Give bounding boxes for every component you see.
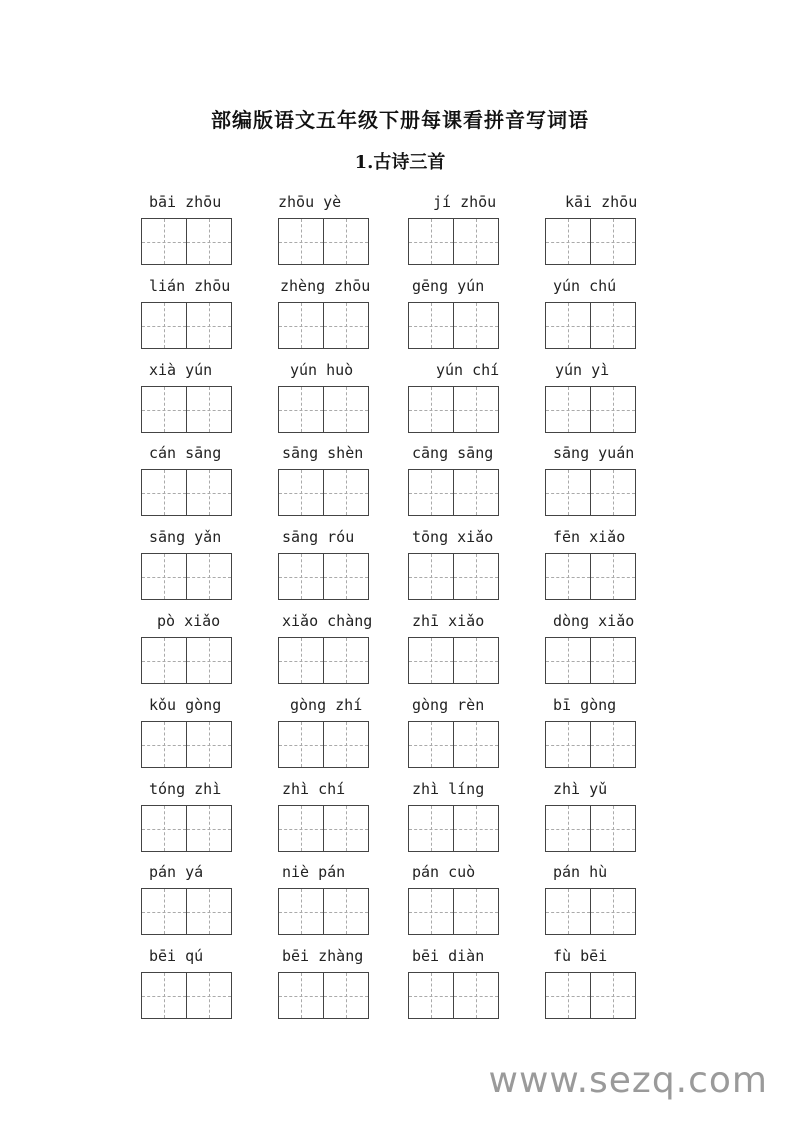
tian-zi-ge-box[interactable] xyxy=(591,889,636,934)
tian-zi-ge-box[interactable] xyxy=(142,470,187,515)
pinyin-label: bī gòng xyxy=(553,696,617,714)
writing-boxes[interactable] xyxy=(545,721,636,768)
tian-zi-ge-box[interactable] xyxy=(454,387,499,432)
writing-boxes[interactable] xyxy=(278,302,369,349)
tian-zi-ge-box[interactable] xyxy=(409,806,454,851)
tian-zi-ge-box[interactable] xyxy=(454,889,499,934)
watermark: www.sezq.com xyxy=(488,1060,768,1101)
tian-zi-ge-box[interactable] xyxy=(546,387,591,432)
tian-zi-ge-box[interactable] xyxy=(142,303,187,348)
pinyin-label: gēng yún xyxy=(412,277,485,295)
writing-boxes[interactable] xyxy=(545,469,636,516)
tian-zi-ge-box[interactable] xyxy=(187,889,232,934)
tian-zi-ge-box[interactable] xyxy=(409,638,454,683)
tian-zi-ge-box[interactable] xyxy=(279,303,324,348)
pinyin-label: gòng rèn xyxy=(412,696,485,714)
pinyin-label: bāi zhōu xyxy=(149,193,222,211)
tian-zi-ge-box[interactable] xyxy=(591,470,636,515)
writing-boxes[interactable] xyxy=(545,888,636,935)
pinyin-label: bēi qú xyxy=(149,947,204,965)
writing-boxes[interactable] xyxy=(278,218,369,265)
pinyin-label: fēn xiǎo xyxy=(553,528,626,546)
tian-zi-ge-box[interactable] xyxy=(324,470,369,515)
writing-boxes[interactable] xyxy=(278,805,369,852)
pinyin-label: sāng yǎn xyxy=(149,528,222,546)
tian-zi-ge-box[interactable] xyxy=(324,219,369,264)
tian-zi-ge-box[interactable] xyxy=(142,219,187,264)
pinyin-label: dòng xiǎo xyxy=(553,612,635,630)
pinyin-label: pán cuò xyxy=(412,863,476,881)
pinyin-label: tóng zhì xyxy=(149,780,222,798)
tian-zi-ge-box[interactable] xyxy=(187,554,232,599)
pinyin-label: sāng yuán xyxy=(553,444,635,462)
tian-zi-ge-box[interactable] xyxy=(279,554,324,599)
pinyin-label: zhōu yè xyxy=(278,193,342,211)
writing-boxes[interactable] xyxy=(408,218,499,265)
tian-zi-ge-box[interactable] xyxy=(187,638,232,683)
writing-boxes[interactable] xyxy=(545,972,636,1019)
pinyin-label: bēi zhàng xyxy=(282,947,364,965)
pinyin-label: bēi diàn xyxy=(412,947,485,965)
tian-zi-ge-box[interactable] xyxy=(591,806,636,851)
pinyin-label: jí zhōu xyxy=(433,193,497,211)
writing-boxes[interactable] xyxy=(545,637,636,684)
tian-zi-ge-box[interactable] xyxy=(142,554,187,599)
writing-boxes[interactable] xyxy=(408,553,499,600)
tian-zi-ge-box[interactable] xyxy=(409,722,454,767)
tian-zi-ge-box[interactable] xyxy=(279,387,324,432)
tian-zi-ge-box[interactable] xyxy=(454,219,499,264)
writing-boxes[interactable] xyxy=(141,553,232,600)
writing-boxes[interactable] xyxy=(408,302,499,349)
tian-zi-ge-box[interactable] xyxy=(454,303,499,348)
pinyin-label: zhì yǔ xyxy=(553,780,608,798)
tian-zi-ge-box[interactable] xyxy=(187,806,232,851)
tian-zi-ge-box[interactable] xyxy=(324,638,369,683)
writing-boxes[interactable] xyxy=(278,888,369,935)
writing-boxes[interactable] xyxy=(545,386,636,433)
writing-boxes[interactable] xyxy=(545,805,636,852)
writing-boxes[interactable] xyxy=(408,972,499,1019)
pinyin-label: kǒu gòng xyxy=(149,696,222,714)
pinyin-label: zhī xiǎo xyxy=(412,612,485,630)
writing-boxes[interactable] xyxy=(545,218,636,265)
writing-boxes[interactable] xyxy=(408,469,499,516)
tian-zi-ge-box[interactable] xyxy=(142,387,187,432)
page-title: 部编版语文五年级下册每课看拼音写词语 xyxy=(211,108,589,132)
tian-zi-ge-box[interactable] xyxy=(454,806,499,851)
pinyin-label: xià yún xyxy=(149,361,213,379)
tian-zi-ge-box[interactable] xyxy=(591,219,636,264)
pinyin-label: lián zhōu xyxy=(149,277,231,295)
pinyin-label: zhì chí xyxy=(282,780,346,798)
tian-zi-ge-box[interactable] xyxy=(187,722,232,767)
writing-boxes[interactable] xyxy=(408,805,499,852)
tian-zi-ge-box[interactable] xyxy=(187,470,232,515)
tian-zi-ge-box[interactable] xyxy=(279,806,324,851)
pinyin-label: gòng zhí xyxy=(290,696,363,714)
tian-zi-ge-box[interactable] xyxy=(546,889,591,934)
pinyin-label: pò xiǎo xyxy=(157,612,221,630)
writing-boxes[interactable] xyxy=(141,637,232,684)
writing-boxes[interactable] xyxy=(408,888,499,935)
pinyin-label: niè pán xyxy=(282,863,346,881)
tian-zi-ge-box[interactable] xyxy=(591,722,636,767)
pinyin-label: kāi zhōu xyxy=(565,193,638,211)
tian-zi-ge-box[interactable] xyxy=(142,806,187,851)
pinyin-label: fù bēi xyxy=(553,947,608,965)
writing-boxes[interactable] xyxy=(141,721,232,768)
pinyin-label: cāng sāng xyxy=(412,444,494,462)
writing-boxes[interactable] xyxy=(408,637,499,684)
tian-zi-ge-box[interactable] xyxy=(454,554,499,599)
tian-zi-ge-box[interactable] xyxy=(546,638,591,683)
tian-zi-ge-box[interactable] xyxy=(591,973,636,1018)
writing-boxes[interactable] xyxy=(278,553,369,600)
pinyin-label: pán yá xyxy=(149,863,204,881)
writing-boxes[interactable] xyxy=(141,972,232,1019)
tian-zi-ge-box[interactable] xyxy=(546,722,591,767)
pinyin-label: yún chú xyxy=(553,277,617,295)
pinyin-label: zhì líng xyxy=(412,780,485,798)
tian-zi-ge-box[interactable] xyxy=(142,889,187,934)
tian-zi-ge-box[interactable] xyxy=(187,387,232,432)
tian-zi-ge-box[interactable] xyxy=(324,554,369,599)
tian-zi-ge-box[interactable] xyxy=(454,722,499,767)
tian-zi-ge-box[interactable] xyxy=(142,722,187,767)
tian-zi-ge-box[interactable] xyxy=(454,973,499,1018)
writing-boxes[interactable] xyxy=(141,302,232,349)
tian-zi-ge-box[interactable] xyxy=(409,387,454,432)
tian-zi-ge-box[interactable] xyxy=(546,973,591,1018)
tian-zi-ge-box[interactable] xyxy=(454,470,499,515)
tian-zi-ge-box[interactable] xyxy=(324,806,369,851)
tian-zi-ge-box[interactable] xyxy=(546,806,591,851)
tian-zi-ge-box[interactable] xyxy=(409,554,454,599)
tian-zi-ge-box[interactable] xyxy=(409,470,454,515)
tian-zi-ge-box[interactable] xyxy=(591,387,636,432)
pinyin-label: yún huò xyxy=(290,361,354,379)
tian-zi-ge-box[interactable] xyxy=(324,889,369,934)
tian-zi-ge-box[interactable] xyxy=(324,973,369,1018)
tian-zi-ge-box[interactable] xyxy=(324,387,369,432)
tian-zi-ge-box[interactable] xyxy=(187,303,232,348)
tian-zi-ge-box[interactable] xyxy=(591,303,636,348)
tian-zi-ge-box[interactable] xyxy=(591,638,636,683)
pinyin-label: zhèng zhōu xyxy=(280,277,371,295)
tian-zi-ge-box[interactable] xyxy=(546,303,591,348)
writing-boxes[interactable] xyxy=(141,386,232,433)
tian-zi-ge-box[interactable] xyxy=(591,554,636,599)
tian-zi-ge-box[interactable] xyxy=(279,219,324,264)
tian-zi-ge-box[interactable] xyxy=(409,303,454,348)
tian-zi-ge-box[interactable] xyxy=(546,470,591,515)
pinyin-label: xiǎo chàng xyxy=(282,612,373,630)
tian-zi-ge-box[interactable] xyxy=(409,219,454,264)
tian-zi-ge-box[interactable] xyxy=(546,554,591,599)
tian-zi-ge-box[interactable] xyxy=(324,303,369,348)
tian-zi-ge-box[interactable] xyxy=(409,889,454,934)
writing-boxes[interactable] xyxy=(278,469,369,516)
writing-boxes[interactable] xyxy=(545,302,636,349)
tian-zi-ge-box[interactable] xyxy=(187,219,232,264)
tian-zi-ge-box[interactable] xyxy=(324,722,369,767)
writing-boxes[interactable] xyxy=(141,218,232,265)
writing-boxes[interactable] xyxy=(141,805,232,852)
pinyin-label: pán hù xyxy=(553,863,608,881)
pinyin-label: sāng shèn xyxy=(282,444,364,462)
tian-zi-ge-box[interactable] xyxy=(279,470,324,515)
tian-zi-ge-box[interactable] xyxy=(279,722,324,767)
pinyin-label: yún chí xyxy=(436,361,500,379)
writing-boxes[interactable] xyxy=(408,721,499,768)
tian-zi-ge-box[interactable] xyxy=(142,973,187,1018)
pinyin-label: tōng xiǎo xyxy=(412,528,494,546)
writing-boxes[interactable] xyxy=(278,972,369,1019)
writing-boxes[interactable] xyxy=(545,553,636,600)
pinyin-label: yún yì xyxy=(555,361,610,379)
tian-zi-ge-box[interactable] xyxy=(187,973,232,1018)
writing-boxes[interactable] xyxy=(408,386,499,433)
pinyin-label: sāng róu xyxy=(282,528,355,546)
writing-boxes[interactable] xyxy=(278,386,369,433)
tian-zi-ge-box[interactable] xyxy=(409,973,454,1018)
writing-boxes[interactable] xyxy=(278,721,369,768)
tian-zi-ge-box[interactable] xyxy=(142,638,187,683)
tian-zi-ge-box[interactable] xyxy=(279,973,324,1018)
pinyin-label: cán sāng xyxy=(149,444,222,462)
writing-boxes[interactable] xyxy=(141,469,232,516)
tian-zi-ge-box[interactable] xyxy=(454,638,499,683)
tian-zi-ge-box[interactable] xyxy=(279,638,324,683)
tian-zi-ge-box[interactable] xyxy=(546,219,591,264)
writing-boxes[interactable] xyxy=(141,888,232,935)
tian-zi-ge-box[interactable] xyxy=(279,889,324,934)
lesson-title: 1.古诗三首 xyxy=(354,152,446,173)
writing-boxes[interactable] xyxy=(278,637,369,684)
